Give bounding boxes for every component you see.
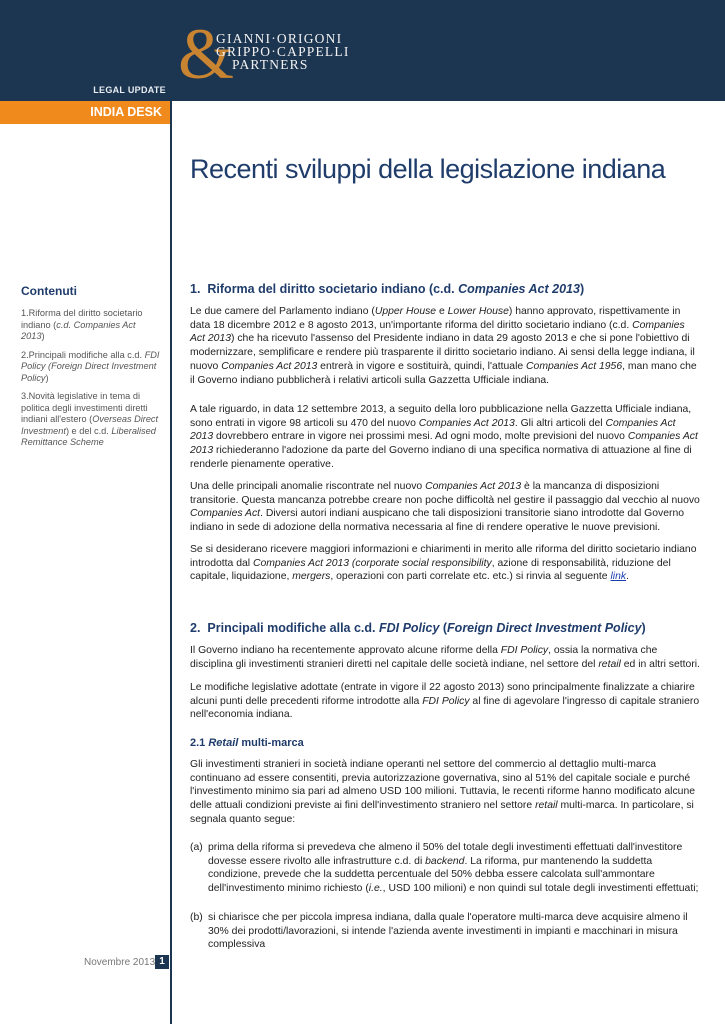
section-2-paragraph-2: Le modifiche legislative adottate (entrate in vigore il 22 agosto 2013) sono principalmente finalizzate a chiarire alcuni punti delle precedenti riforme introdotte alla FDI Policy al fine di agevolare l'ingresso di capitale straniero nell'economia indiana.: [190, 682, 700, 721]
section-1-paragraph-4: Se si desiderano ricevere maggiori informazioni e chiarimenti in merito alle riforma del diritto societario indiano introdotta dal Companies Act 2013 (corporate social responsibility, azione di responsabilità, riduzione del capitale, liquidazione, mergers, operazioni con parti correlate etc. etc.) si rinvia al seguente link.: [190, 544, 697, 583]
logo-line-2: GRIPPO·CAPPELLI: [216, 44, 350, 59]
section-2-1-heading: 2.1 Retail multi-marca: [190, 737, 304, 749]
contents-sidebar: [21, 284, 161, 456]
india-desk-bar: [0, 101, 170, 124]
section-1-paragraph-1: Le due camere del Parlamento indiano (Upper House e Lower House) hanno approvato, rispettivamente in data 18 dicembre 2012 e 8 agosto 2013, un'importante riforma del diritto societario indiano (c.d. Companies Act 2013) che ha ricevuto l'assenso del Presidente indiano in data 29 agosto 2013 e che si pone l'obiettivo di modernizzare, semplificare e rendere più trasparente il diritto societario indiano. Ai sensi della legge indiana, il nuovo Companies Act 2013 entrerà in vigore e sostituirà, quindi, l'attuale Companies Act 1956, man mano che il Governo indiano pubblicherà i relativi articoli sulla Gazzetta Ufficiale indiana.: [190, 306, 697, 386]
page-title: Recenti sviluppi della legislazione indiana: [190, 154, 666, 184]
sidebar-divider: [170, 0, 172, 1024]
contents-title: Contenuti: [21, 284, 77, 298]
toc-item-1[interactable]: 1.Riforma del diritto societario indiano (c.d. Companies Act 2013): [21, 308, 143, 341]
toc-item-2[interactable]: 2.Principali modifiche alla c.d. FDI Policy (Foreign Direct Investment Policy): [21, 349, 160, 383]
footer-date: Novembre 2013: [84, 957, 156, 968]
section-1-paragraph-2: A tale riguardo, in data 12 settembre 2013, a seguito della loro pubblicazione nella Gazzetta Ufficiale indiana, sono entrati in vigore 98 articoli su 470 del nuovo Companies Act 2013. Gli altri articoli del Companies Act 2013 dovrebbero entrare in vigore nei prossimi mesi. Ad ogni modo, molte previsioni del nuovo Companies Act 2013 richiederanno l'adozione da parte del Governo indiano di una specifica normativa di attuazione al fine di renderle pienamente operative.: [190, 404, 698, 470]
list-item-b: (b) si chiarisce che per piccola impresa indiana, dalla quale l'operatore multi-marca deve acquisire almeno il 30% dei prodotti/lavorazioni, si intende l'azienda avente investimenti in impianti e macchinari in misura complessiva: [190, 912, 688, 951]
logo-line-1: GIANNI·ORIGONI: [216, 31, 343, 46]
legal-update-label: LEGAL UPDATE: [93, 85, 166, 95]
logo-text: [216, 32, 386, 71]
logo-line-3: PARTNERS: [232, 57, 309, 72]
logo-ampersand: &: [178, 14, 235, 94]
more-info-link[interactable]: link: [610, 571, 627, 583]
india-desk-label: INDIA DESK: [90, 105, 162, 119]
section-2-heading: 2. Principali modifiche alla c.d. FDI Policy (Foreign Direct Investment Policy): [190, 621, 646, 635]
section-2-paragraph-1: Il Governo indiano ha recentemente approvato alcune riforme della FDI Policy, ossia la normativa che disciplina gli investimenti stranieri diretti nel capitale delle società indiane, nel settore del retail ed in altri settori.: [190, 645, 700, 670]
section-2-1-paragraph: Gli investimenti stranieri in società indiane operanti nel settore del commercio al dettaglio multi-marca continuano ad essere consentiti, previa autorizzazione governativa, sino al 51% del capitale sociale e purché l'investimento minimo sia pari ad almeno USD 100 milioni. Tuttavia, le recenti riforme hanno modificato alcune delle attuali condizioni previste ai fini dell'investimento straniero nel settore retail multi-marca. In particolare, si segnala quanto segue:: [190, 759, 696, 825]
page-number: 1: [155, 955, 169, 969]
toc-item-3[interactable]: 3.Novità legislative in tema di politica degli investimenti diretti indiani all'estero (Overseas Direct Investment) e del c.d. Liberalised Remittance Scheme: [21, 391, 159, 447]
section-1-paragraph-3: Una delle principali anomalie riscontrate nel nuovo Companies Act 2013 è la mancanza di disposizioni transitorie. Questa mancanza potrebbe creare non poche difficoltà nel gestire il passaggio dal vecchio al nuovo Companies Act. Diversi autori indiani auspicano che tali disposizioni transitorie siano introdotte dal Governo indiano in sede di adozione della normativa necessaria al fine di rendere operative le nuove previsioni.: [190, 481, 700, 534]
section-1-heading: 1. Riforma del diritto societario indiano (c.d. Companies Act 2013): [190, 282, 585, 296]
list-item-a: (a) prima della riforma si prevedeva che almeno il 50% del totale degli investimenti effettuati dall'investitore dovesse essere rivolto alle infrastrutture c.d. di backend. La riforma, pur mantenendo la suddetta condizione, prevede che la suddetta percentuale del 50% debba essere calcolata sull'ammontare dell'investimento minimo richiesto (i.e., USD 100 milioni) e non quindi sul totale degli investimenti effettuati;: [190, 842, 699, 895]
